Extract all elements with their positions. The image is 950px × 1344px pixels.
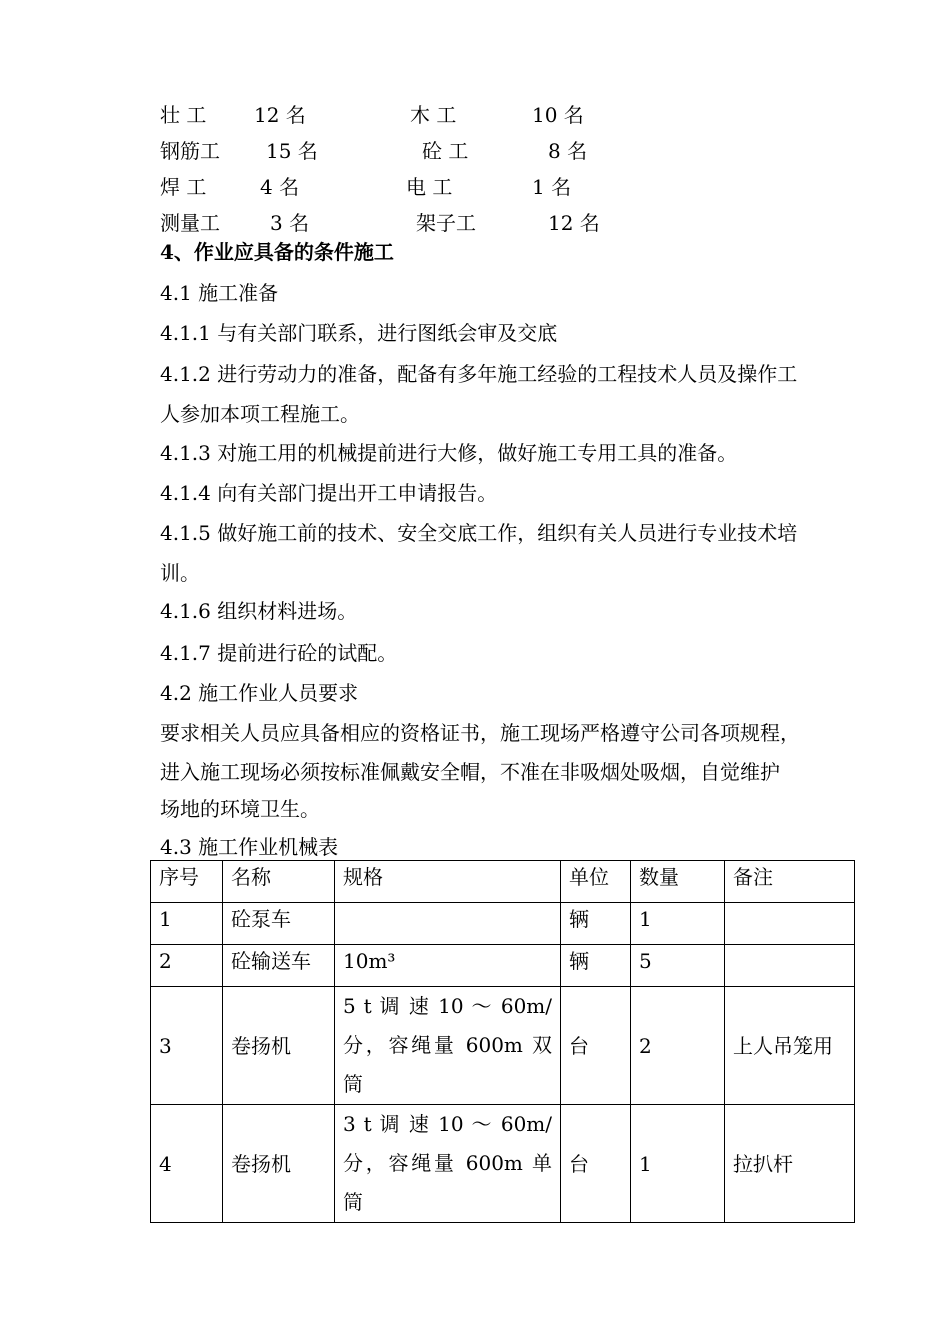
paragraph: 要求相关人员应具备相应的资格证书，施工现场严格遵守公司各项规程， (160, 721, 800, 745)
table-cell: 卷扬机 (223, 987, 335, 1105)
table-row (151, 1105, 855, 1223)
table-cell: 5 (631, 945, 725, 987)
table-cell: 辆 (561, 945, 631, 987)
table-row (151, 903, 855, 945)
paragraph: 4.1.5 做好施工前的技术、安全交底工作，组织有关人员进行专业技术培 (160, 521, 798, 545)
table-header-cell: 规格 (335, 861, 561, 903)
table-cell (335, 987, 561, 1105)
table-cell: 台 (561, 987, 631, 1105)
table-row (151, 945, 855, 987)
table-cell: 砼泵车 (223, 903, 335, 945)
table-cell (335, 903, 561, 945)
paragraph: 进入施工现场必须按标准佩戴安全帽，不准在非吸烟处吸烟，自觉维护 (160, 760, 780, 784)
subsection-heading: 4.3 施工作业机械表 (160, 835, 339, 859)
worker-count: 8 名 (548, 139, 588, 163)
worker-count: 12 名 (548, 211, 600, 235)
worker-count: 10 名 (532, 103, 584, 127)
table-header-cell: 序号 (151, 861, 223, 903)
table-header-row (151, 861, 855, 903)
table-cell: 2 (151, 945, 223, 987)
worker-name: 架子工 (416, 211, 476, 235)
table-cell: 1 (631, 1105, 725, 1223)
subsection-heading: 4.1 施工准备 (160, 281, 279, 305)
subsection-heading: 4.2 施工作业人员要求 (160, 681, 359, 705)
table-header-cell: 单位 (561, 861, 631, 903)
machines-table (150, 860, 855, 1223)
paragraph: 训。 (160, 561, 200, 585)
worker-name: 电 工 (406, 175, 453, 199)
spec-text: 3 t 调 速 10 ～ 60m/分，容绳量 600m 单筒 (343, 1112, 552, 1214)
table-cell (725, 945, 855, 987)
paragraph: 4.1.3 对施工用的机械提前进行大修，做好施工专用工具的准备。 (160, 441, 738, 465)
table-header-cell: 名称 (223, 861, 335, 903)
worker-count: 3 名 (270, 211, 310, 235)
table-cell (335, 1105, 561, 1223)
worker-name: 测量工 (160, 211, 220, 235)
worker-count: 4 名 (260, 175, 300, 199)
worker-name: 砼 工 (422, 139, 469, 163)
table-cell: 3 (151, 987, 223, 1105)
table-header-cell: 数量 (631, 861, 725, 903)
worker-name: 壮 工 (160, 103, 207, 127)
paragraph: 4.1.7 提前进行砼的试配。 (160, 641, 398, 665)
table-cell: 台 (561, 1105, 631, 1223)
worker-name: 焊 工 (160, 175, 207, 199)
table-cell: 辆 (561, 903, 631, 945)
paragraph: 4.1.6 组织材料进场。 (160, 599, 358, 623)
worker-count: 12 名 (254, 103, 306, 127)
paragraph: 4.1.2 进行劳动力的准备，配备有多年施工经验的工程技术人员及操作工 (160, 362, 798, 386)
table-header-cell: 备注 (725, 861, 855, 903)
paragraph: 4.1.4 向有关部门提出开工申请报告。 (160, 481, 498, 505)
paragraph: 人参加本项工程施工。 (160, 402, 360, 426)
table-cell: 2 (631, 987, 725, 1105)
paragraph: 场地的环境卫生。 (160, 797, 320, 821)
table-cell: 4 (151, 1105, 223, 1223)
worker-name: 钢筋工 (160, 139, 220, 163)
table-cell: 砼输送车 (223, 945, 335, 987)
table-cell: 卷扬机 (223, 1105, 335, 1223)
spec-text: 5 t 调 速 10 ～ 60m/分，容绳量 600m 双筒 (343, 994, 552, 1096)
paragraph: 4.1.1 与有关部门联系，进行图纸会审及交底 (160, 321, 558, 345)
section-heading: 4、作业应具备的条件施工 (160, 240, 394, 264)
table-cell: 上人吊笼用 (725, 987, 855, 1105)
table-cell: 1 (631, 903, 725, 945)
table-row (151, 987, 855, 1105)
worker-count: 1 名 (532, 175, 572, 199)
table-cell: 10m³ (335, 945, 561, 987)
worker-count: 15 名 (266, 139, 318, 163)
worker-name: 木 工 (410, 103, 457, 127)
table-cell: 1 (151, 903, 223, 945)
table-cell (725, 903, 855, 945)
table-cell: 拉扒杆 (725, 1105, 855, 1223)
